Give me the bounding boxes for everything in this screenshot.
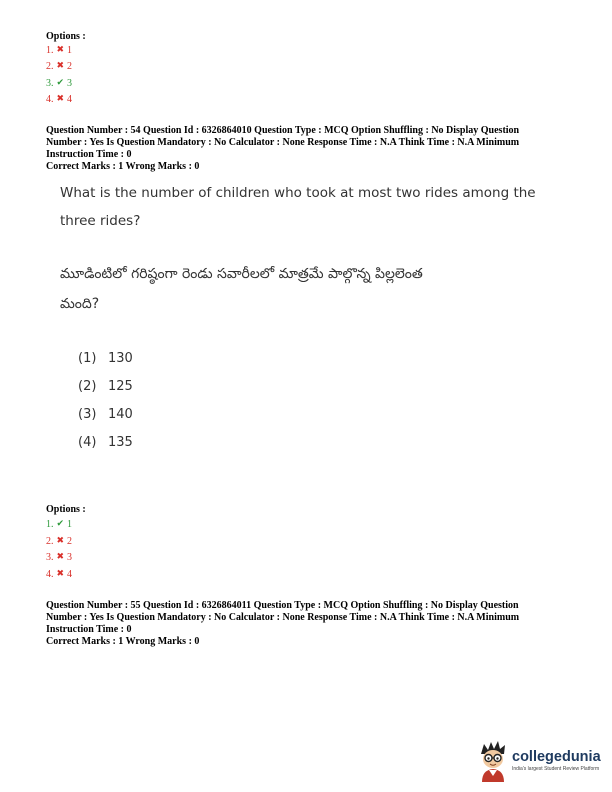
options-heading: Options : xyxy=(46,504,86,515)
logo-text xyxy=(512,750,601,772)
question-meta-line: Question Number : 55 Question Id : 6326864011 Question Type : MCQ Option Shuffling : No Display Question xyxy=(46,600,519,611)
option-item-1 xyxy=(46,517,72,532)
choice-number: (2) xyxy=(78,379,97,394)
option-label: 1 xyxy=(67,45,73,56)
question-meta-line: Number : Yes Is Question Mandatory : No Calculator : None Response Time : N.A Think Time : N.A Minimum xyxy=(46,612,520,623)
choice-value: 125 xyxy=(108,379,133,394)
answer-choice xyxy=(78,435,133,450)
option-label: 1 xyxy=(67,519,73,530)
option-number: 2. xyxy=(46,61,54,72)
options-heading: Options : xyxy=(46,31,86,42)
answer-choice xyxy=(78,351,133,366)
cross-icon: ✖ xyxy=(56,536,65,546)
option-item-4 xyxy=(46,567,72,582)
logo-name: collegedunia xyxy=(512,749,601,765)
option-label: 4 xyxy=(67,569,73,580)
question-meta-line: Number : Yes Is Question Mandatory : No Calculator : None Response Time : N.A Think Time : N.A Minimum xyxy=(46,137,520,148)
option-number: 1. xyxy=(46,519,54,530)
option-number: 4. xyxy=(46,94,54,105)
option-item-2 xyxy=(46,59,72,74)
option-number: 3. xyxy=(46,552,54,563)
choice-number: (4) xyxy=(78,435,97,450)
check-icon: ✔ xyxy=(56,78,65,88)
answer-choice xyxy=(78,407,133,422)
choice-value: 140 xyxy=(108,407,133,422)
option-label: 2 xyxy=(67,536,73,547)
question-meta-line: Question Number : 54 Question Id : 6326864010 Question Type : MCQ Option Shuffling : No Display Question xyxy=(46,125,520,136)
option-item-3 xyxy=(46,550,72,565)
cross-icon: ✖ xyxy=(56,569,65,579)
question-marks: Correct Marks : 1 Wrong Marks : 0 xyxy=(46,636,200,647)
question-meta xyxy=(46,125,572,173)
question-meta xyxy=(46,600,572,648)
option-label: 3 xyxy=(67,552,73,563)
collegedunia-logo xyxy=(476,738,604,784)
logo-tagline: India's largest Student Review Platform xyxy=(512,766,600,772)
cross-icon: ✖ xyxy=(56,552,65,562)
option-label: 2 xyxy=(67,61,73,72)
cross-icon: ✖ xyxy=(56,45,65,55)
question-marks: Correct Marks : 1 Wrong Marks : 0 xyxy=(46,161,200,172)
question-meta-line: Instruction Time : 0 xyxy=(46,624,132,635)
option-number: 2. xyxy=(46,536,54,547)
option-number: 1. xyxy=(46,45,54,56)
cross-icon: ✖ xyxy=(56,61,65,71)
choice-number: (1) xyxy=(78,351,97,366)
choice-value: 135 xyxy=(108,435,133,450)
option-label: 3 xyxy=(67,78,73,89)
option-item-3 xyxy=(46,76,72,91)
option-number: 3. xyxy=(46,78,54,89)
question-text-english-1: What is the number of children who took at most two rides among the xyxy=(60,185,536,201)
option-label: 4 xyxy=(67,94,73,105)
option-number: 4. xyxy=(46,569,54,580)
choice-value: 130 xyxy=(108,351,133,366)
check-icon: ✔ xyxy=(56,519,65,529)
option-item-4 xyxy=(46,92,72,107)
choice-number: (3) xyxy=(78,407,97,422)
option-item-2 xyxy=(46,534,72,549)
question-text-english-2: three rides? xyxy=(60,213,141,229)
answer-choice xyxy=(78,379,133,394)
cross-icon: ✖ xyxy=(56,94,65,104)
question-meta-line: Instruction Time : 0 xyxy=(46,149,132,160)
mascot-icon xyxy=(476,740,510,782)
option-item-1 xyxy=(46,43,72,58)
question-text-telugu-1: మూడింటిలో గరిష్ఠంగా రెండు సవారీలలో మాత్రమే పాల్గొన్న పిల్లలెంత xyxy=(60,266,423,282)
question-text-telugu-2: మంది? xyxy=(60,296,100,312)
